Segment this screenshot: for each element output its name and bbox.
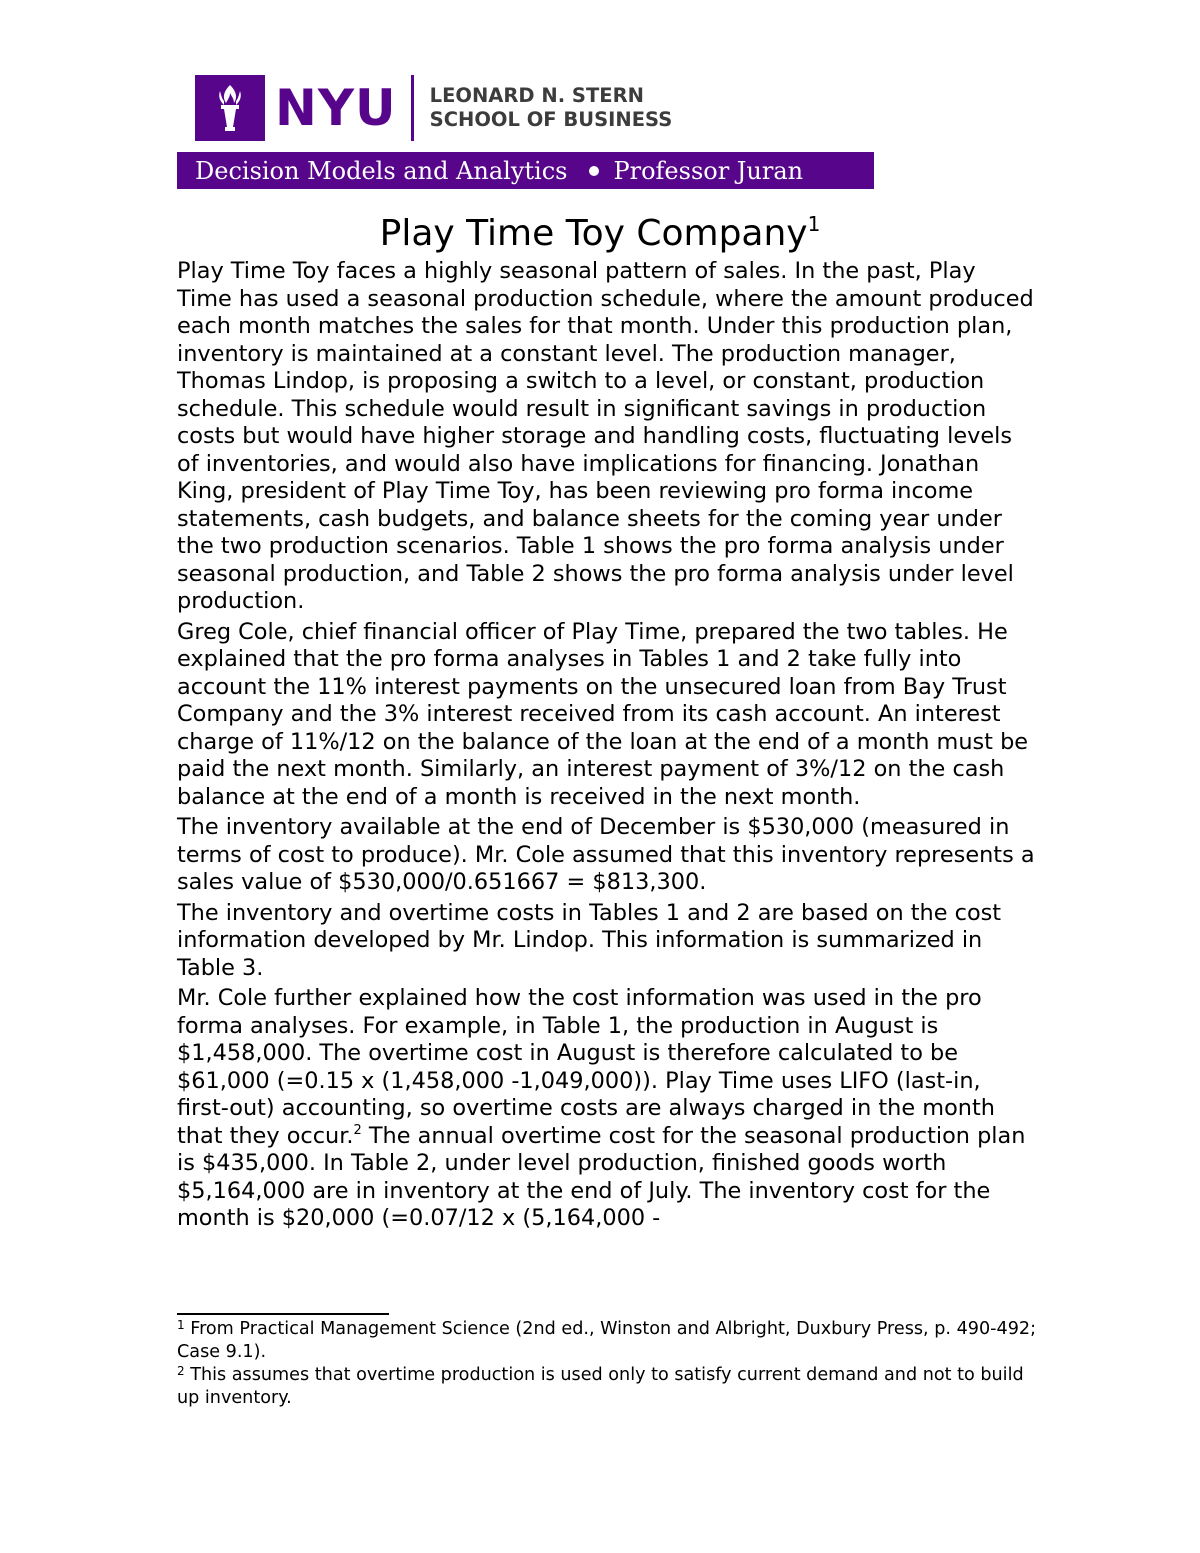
school-name-line1: LEONARD N. STERN (429, 84, 644, 107)
school-name-line2: SCHOOL OF BUSINESS (429, 108, 673, 131)
paragraph-5 (177, 985, 1037, 1233)
professor-name: Professor Juran (613, 156, 804, 185)
paragraph-3: The inventory available at the end of December is $530,000 (measured in terms of cost to produce). Mr. Cole assumed that this inventory represents a sales value of $530,000/0.651667 = $813,300. (177, 814, 1035, 895)
page-title-text: Play Time Toy Company (379, 213, 808, 254)
paragraph-1: Play Time Toy faces a highly seasonal pattern of sales. In the past, Play Time has used a seasonal production schedule, where the amount produced each month matches the sales for that month. Under this production plan, inventory is maintained at a constant level. The production manager, Thomas Lindop, is proposing a switch to a level, or constant, production schedule. This schedule would result in significant savings in production costs but would have higher storage and handling costs, fluctuating levels of inventories, and would also have implications for financing. Jonathan King, president of Play Time Toy, has been reviewing pro forma income statements, cash budgets, and balance sheets for the coming year under the two production scenarios. Table 1 shows the pro forma analysis under seasonal production, and Table 2 shows the pro forma analysis under level production. (177, 258, 1034, 614)
footnote-1-mark: 1 (177, 1318, 185, 1332)
footnote-ref-2[interactable]: 2 (353, 1122, 362, 1138)
logo-divider (411, 75, 414, 141)
school-name (430, 84, 673, 132)
footnote-separator (177, 1313, 389, 1315)
title-footnote-ref[interactable]: 1 (807, 212, 821, 236)
footnote-1 (177, 1318, 1037, 1364)
paragraph-5-part-a: Mr. Cole further explained how the cost information was used in the pro forma analyses. For example, in Table 1, the production in August is $1,458,000. The overtime cost in August is therefore calculated to be $61,000 (=0.15 x (1,458,000 -1,049,000)). Play Time uses LIFO (last-in, first-out) accounting, so overtime costs are always charged in the month that they occur. (177, 985, 995, 1149)
footnote-2-text: This assumes that overtime production is used only to satisfy current demand and not to build up inventory. (177, 1365, 1024, 1408)
document-body (177, 258, 1037, 1236)
course-name: Decision Models and Analytics (195, 156, 568, 185)
nyu-wordmark: NYU (275, 79, 397, 137)
footnote-1-text: From Practical Management Science (2nd ed., Winston and Albright, Duxbury Press, p. 490-492; Case 9.1). (177, 1319, 1037, 1362)
bullet-icon (589, 166, 599, 176)
course-banner (177, 152, 874, 189)
footnote-2-mark: 2 (177, 1364, 185, 1378)
footnote-2 (177, 1364, 1037, 1410)
page-title (0, 199, 1200, 259)
paragraph-4: The inventory and overtime costs in Tables 1 and 2 are based on the cost information developed by Mr. Lindop. This information is summarized in Table 3. (177, 899, 1002, 981)
paragraph-5-part-b: The annual overtime cost for the seasonal production plan is $435,000. In Table 2, under level production, finished goods worth $5,164,000 are in inventory at the end of July. The inventory cost for the month is $20,000 (=0.07/12 x (5,164,000 - (177, 1122, 1026, 1231)
torch-icon (195, 75, 265, 141)
nyu-stern-logo (195, 75, 672, 141)
paragraph-2: Greg Cole, chief financial officer of Play Time, prepared the two tables. He explained that the pro forma analyses in Tables 1 and 2 take fully into account the 11% interest payments on the unsecured loan from Bay Trust Company and the 3% interest received from its cash account. An interest charge of 11%/12 on the balance of the loan at the end of a month must be paid the next month. Similarly, an interest payment of 3%/12 on the cash balance at the end of a month is received in the next month. (177, 618, 1029, 810)
footnotes (177, 1318, 1037, 1410)
